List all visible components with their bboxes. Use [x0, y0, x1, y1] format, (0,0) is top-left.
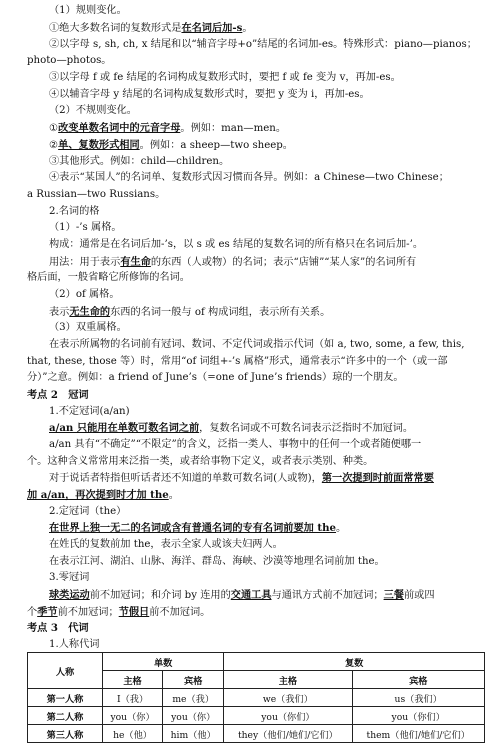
table-header-object: 宾格: [352, 671, 485, 689]
text-line: ④以辅音字母 y 结尾的名词构成复数形式时，要把 y 变为 i，再加-es。: [49, 89, 370, 100]
table-cell: 第三人称: [28, 725, 103, 743]
text-line: （3）双重属格。: [49, 322, 127, 333]
table-row: [28, 725, 485, 743]
table-cell: you（你们）: [352, 707, 485, 725]
text-line: 格后面，一般省略它所修饰的名词。: [27, 272, 190, 283]
text-line: ③以字母 f 或 fe 结尾的名词构成复数形式时，要把 f 或 fe 变为 v，再加-es。: [49, 72, 401, 83]
section-heading: 考点 2 冠词: [27, 389, 89, 401]
text-line: ③其他形式。例如：child—children。: [49, 156, 230, 167]
table-cell: they（他们/她们/它们）: [224, 725, 352, 743]
text-line: 3.零冠词: [49, 572, 90, 583]
table-cell: you（你们）: [224, 707, 352, 725]
table-header-singular: 单数: [103, 653, 224, 671]
section-heading: 2.名词的格: [49, 206, 100, 217]
text-line: ①绝大多数名词的复数形式是在名词后加-s。: [49, 22, 253, 34]
text-line: 在世界上独一无二的名词或含有普通名词的专有名词前要加 the。: [49, 522, 347, 534]
text-line: photo—photos。: [27, 55, 112, 66]
table-cell: them（他们/她们/它们）: [352, 725, 485, 743]
table-header-person: 人称: [28, 653, 103, 689]
text-line: （1）-’s 属格。: [49, 222, 122, 233]
table-cell: 第一人称: [28, 689, 103, 707]
table-cell: you（你）: [103, 707, 163, 725]
table-cell: 第二人称: [28, 707, 103, 725]
text-line: 对于说话者特指但听话者还不知道的单数可数名词(人或物)，第一次提到时前面常常要: [49, 472, 434, 484]
text-line: 球类运动前不加冠词；和介词 by 连用的交通工具与通讯方式前不加冠词；三餐前或四: [49, 589, 435, 601]
table-header-subject: 主格: [103, 671, 163, 689]
text-line: 表示无生命的东西的名词一般与 of 构成词组，表示所有关系。: [49, 306, 331, 318]
text-line: ②单、复数形式相同。例如：a sheep—two sheep。: [49, 139, 293, 151]
text-line: （2）不规则变化。: [49, 105, 137, 116]
text-line: 分）”之意。例如：a friend of June’s（=one of June’s friends）琼的一个朋友。: [27, 372, 404, 383]
text-line: a/an 具有“不确定”“不限定”的含义，泛指一类人、事物中的任何一个或者随便哪一: [49, 439, 422, 450]
text-line: ②以字母 s, sh, ch, x 结尾和以“辅音字母+o”结尾的名词加-es。特殊形式：piano—pianos；: [49, 39, 477, 50]
text-line: 1.不定冠词(a/an): [49, 406, 130, 417]
text-line: 2.定冠词（the）: [49, 506, 127, 517]
table-row: [28, 707, 485, 725]
table-cell: I（我）: [103, 689, 163, 707]
text-line: a/an 只能用在单数可数名词之前，复数名词或不可数名词表示泛指时不加冠词。: [49, 422, 414, 434]
text-line: 用法：用于表示有生命的东西（人或物）的名词；表示“店铺”“某人家”的名词所有: [49, 256, 417, 268]
text-line: 在表示所属物的名词前有冠词、数词、不定代词或指示代词（如 a, two, some, a few, this,: [49, 339, 465, 350]
text-line: 个季节前不加冠词；节假日前不加冠词。: [27, 606, 211, 618]
table-cell: me（我）: [163, 689, 224, 707]
text-line: （2）of 属格。: [49, 289, 120, 300]
section-heading: 考点 3 代词: [27, 622, 89, 634]
text-line: 在表示江河、湖泊、山脉、海洋、群岛、海峡、沙漠等地理名词前加 the。: [49, 556, 385, 567]
table-cell: him（他）: [163, 725, 224, 743]
text-line: ④表示“某国人”的名词单、复数形式因习惯而各异。例如：a Chinese—two Chinese；: [49, 172, 449, 183]
table-cell: you（你）: [163, 707, 224, 725]
table-header-plural: 复数: [224, 653, 485, 671]
text-line: that, these, those 等）时，常用“of 词组+-’s 属格”形式，通常表示“许多中的一个（或一部: [27, 356, 448, 367]
table-row: [28, 689, 485, 707]
table-cell: we（我们）: [224, 689, 352, 707]
text-line: a Russian—two Russians。: [27, 189, 166, 200]
table-header-object: 宾格: [163, 671, 224, 689]
text-line: 在姓氏的复数前加 the，表示全家人或该夫妇两人。: [49, 539, 283, 550]
text-line: 构成：通常是在名词后加-’s，以 s 或 es 结尾的复数名词的所有格只在名词后加-’。: [49, 239, 424, 250]
table-header-subject: 主格: [224, 671, 352, 689]
text-line: （1）规则变化。: [49, 5, 127, 16]
text-line: 加 a/an，再次提到时才加 the。: [27, 489, 179, 501]
table-cell: us（我们）: [352, 689, 485, 707]
text-line: 个。这种含义常常用来泛指一类，或者给事物下定义，或者表示类别、种类。: [27, 456, 374, 467]
text-line: 1.人称代词: [49, 639, 100, 650]
text-line: ①改变单数名词中的元音字母。例如：man—men。: [49, 122, 287, 134]
pronoun-table: [27, 652, 485, 743]
table-cell: he（他）: [103, 725, 163, 743]
